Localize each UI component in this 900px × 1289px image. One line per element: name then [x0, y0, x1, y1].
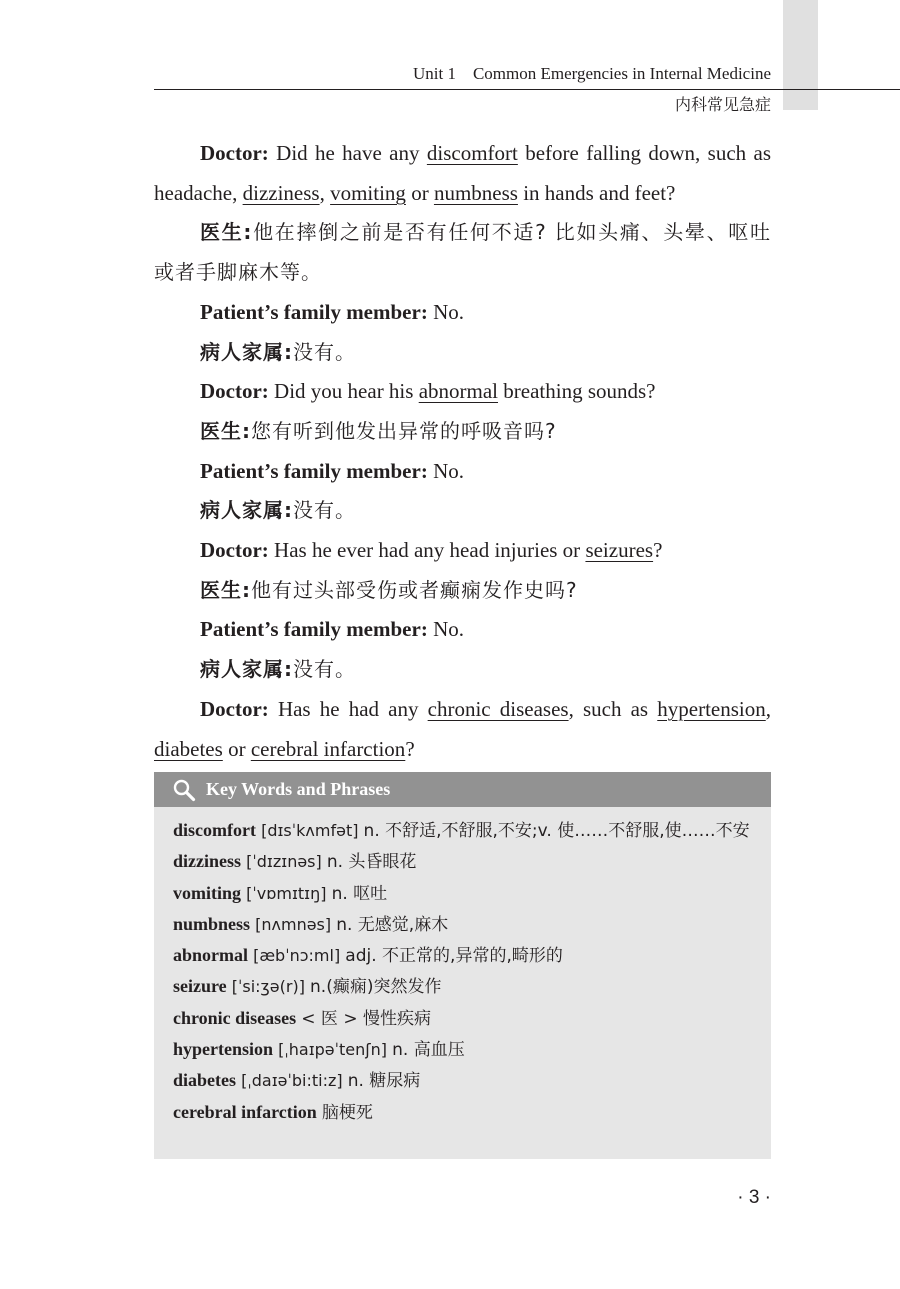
- line-text: ,: [765, 696, 771, 721]
- dialogue-line-doctor: [154, 690, 771, 769]
- chapter-side-tab: [783, 0, 818, 110]
- line-text: 没有。: [293, 339, 356, 364]
- vocab-numbness: numbness: [433, 180, 518, 205]
- line-text: Did he have any: [268, 141, 427, 165]
- vocab-chronic-diseases: chronic diseases: [427, 696, 569, 721]
- vocab-entry: [173, 1097, 753, 1128]
- dialogue-line-family: [154, 610, 771, 650]
- key-words-box: [154, 772, 771, 1159]
- vocab-seizures: seizures: [585, 538, 654, 563]
- page-number: · 3 ·: [737, 1187, 771, 1208]
- header-rule: [154, 89, 900, 90]
- vocab-diabetes: diabetes: [154, 736, 223, 761]
- speaker-label: Doctor:: [200, 538, 269, 563]
- vocab-discomfort: discomfort: [426, 141, 518, 165]
- speaker-label: Doctor:: [200, 696, 269, 721]
- vocab-definition: 脑梗死: [321, 1102, 373, 1123]
- vocab-definition: n. 呕吐: [331, 883, 388, 904]
- vocab-phonetic: [ˌdaɪəˈbi:ti:z]: [236, 1071, 348, 1091]
- vocab-term: chronic diseases: [173, 1007, 297, 1028]
- vocab-phonetic: [ˌhaɪpəˈtenʃn]: [273, 1040, 393, 1060]
- speaker-label: 医生:: [200, 220, 253, 245]
- speaker-label: 医生:: [200, 418, 251, 443]
- dialogue: [154, 134, 771, 769]
- line-text: No.: [427, 617, 464, 642]
- vocab-phonetic: [æbˈnɔ:ml]: [248, 946, 346, 966]
- line-text: 没有。: [293, 498, 356, 523]
- line-text: 他在摔倒之前是否有任何不适? 比如头痛、头晕、呕吐或者手脚麻木等。: [154, 220, 771, 285]
- vocab-term: vomiting: [173, 882, 242, 903]
- vocab-term: cerebral infarction: [173, 1101, 317, 1122]
- vocab-entry: [173, 846, 753, 877]
- line-text: Did you hear his: [268, 379, 419, 404]
- vocab-definition: n. 头昏眼花: [326, 852, 417, 873]
- line-text: in hands and feet?: [517, 180, 676, 205]
- key-words-header: [154, 772, 771, 807]
- magnifier-icon: [172, 778, 196, 802]
- vocab-term: dizziness: [173, 851, 242, 872]
- vocab-phonetic: [ˈvɒmɪtɪŋ]: [241, 883, 332, 903]
- line-text: 没有。: [293, 657, 356, 682]
- vocab-term: numbness: [173, 913, 251, 934]
- dialogue-line-doctor: [154, 372, 771, 412]
- dialogue-line-family-cn: [154, 650, 771, 690]
- key-words-title: Key Words and Phrases: [206, 779, 391, 799]
- vocab-definition: adj. 不正常的,异常的,畸形的: [345, 946, 563, 967]
- speaker-label: Patient’s family member:: [200, 617, 428, 642]
- vocab-entry: [173, 815, 753, 846]
- speaker-label: Doctor:: [200, 141, 269, 165]
- vocab-term: diabetes: [173, 1070, 236, 1091]
- vocab-entry: [173, 878, 753, 909]
- running-header-unit: Unit 1 Common Emergencies in Internal Medicine: [412, 64, 771, 83]
- line-text: breathing sounds?: [498, 379, 656, 404]
- line-text: No.: [427, 299, 464, 324]
- speaker-label: Patient’s family member:: [200, 299, 428, 324]
- vocab-definition: n. 无感觉,麻木: [336, 914, 449, 935]
- dialogue-line-family-cn: [154, 491, 771, 531]
- line-text: before falling down, such as headache,: [154, 141, 771, 205]
- vocab-definition: < 医 > 慢性疾病: [301, 1008, 431, 1029]
- vocab-term: seizure: [173, 976, 227, 997]
- vocab-entry: [173, 1003, 753, 1034]
- speaker-label: Patient’s family member:: [200, 458, 428, 483]
- line-text: ,: [319, 180, 331, 205]
- line-text: , such as: [568, 696, 658, 721]
- dialogue-line-family: [154, 293, 771, 333]
- vocab-entry: [173, 940, 753, 971]
- dialogue-line-doctor: [154, 531, 771, 571]
- key-words-list: [154, 807, 771, 1128]
- vocab-phonetic: [dɪsˈkʌmfət]: [255, 821, 364, 840]
- line-text: Has he had any: [268, 696, 428, 721]
- vocab-phonetic: [nʌmnəs]: [250, 914, 337, 934]
- line-text: 他有过头部受伤或者癫痫发作史吗?: [251, 577, 578, 602]
- vocab-definition: n. 糖尿病: [347, 1071, 421, 1092]
- vocab-entry: [173, 909, 753, 940]
- speaker-label: 病人家属:: [200, 339, 293, 364]
- vocab-dizziness: dizziness: [242, 180, 320, 205]
- vocab-term: hypertension: [173, 1039, 274, 1060]
- dialogue-line-doctor-cn: [154, 213, 771, 292]
- dialogue-line-family: [154, 452, 771, 492]
- vocab-definition: n.(癫痫)突然发作: [310, 977, 442, 998]
- line-text: 您有听到他发出异常的呼吸音吗?: [251, 418, 557, 443]
- vocab-cerebral-infarction: cerebral infarction: [250, 736, 406, 761]
- speaker-label: 医生:: [200, 577, 251, 602]
- dialogue-line-doctor-cn: [154, 412, 771, 452]
- vocab-term: abnormal: [173, 945, 249, 966]
- vocab-hypertension: hypertension: [657, 696, 766, 721]
- vocab-phonetic: [ˈsi:ʒə(r)]: [226, 977, 311, 997]
- vocab-term: discomfort: [173, 820, 256, 840]
- vocab-phonetic: [ˈdɪzɪnəs]: [241, 852, 327, 872]
- line-text: Has he ever had any head injuries or: [268, 538, 586, 563]
- line-text: ?: [405, 736, 415, 761]
- dialogue-line-family-cn: [154, 333, 771, 373]
- speaker-label: 病人家属:: [200, 498, 293, 523]
- dialogue-line-doctor: [154, 134, 771, 213]
- speaker-label: Doctor:: [200, 379, 269, 404]
- vocab-definition: n. 不舒适,不舒服,不安;v. 使……不舒服,使……不安: [363, 821, 750, 841]
- running-header-chinese: 内科常见急症: [674, 95, 771, 114]
- vocab-entry: [173, 971, 753, 1002]
- line-text: No.: [427, 458, 464, 483]
- dialogue-line-doctor-cn: [154, 571, 771, 611]
- vocab-entry: [173, 1065, 753, 1096]
- line-text: ?: [653, 538, 663, 563]
- vocab-vomiting: vomiting: [330, 180, 406, 205]
- line-text: or: [222, 736, 251, 761]
- line-text: or: [405, 180, 434, 205]
- speaker-label: 病人家属:: [200, 657, 293, 682]
- vocab-entry: [173, 1034, 753, 1065]
- vocab-definition: n. 高血压: [392, 1040, 465, 1061]
- vocab-abnormal: abnormal: [418, 379, 499, 404]
